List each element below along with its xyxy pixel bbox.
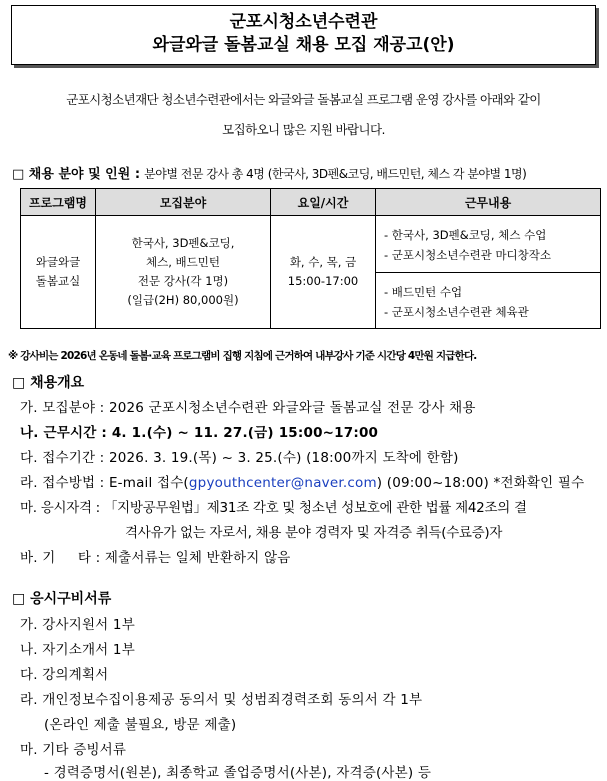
document-item: - 경력증명서(원본), 최종학교 졸업증명서(사본), 자격증(사본) 등 bbox=[44, 765, 432, 781]
document-item: 라. 개인정보수집이용제공 동의서 및 성범죄경력조회 동의서 각 1부 bbox=[20, 692, 423, 708]
field-line: 한국사, 3D펜&코딩, bbox=[131, 236, 235, 250]
recruit-field-label: □ 채용 분야 및 인원 : bbox=[12, 167, 141, 182]
table-row bbox=[21, 216, 601, 329]
overview-key: 나. 근무시간 : bbox=[20, 425, 107, 441]
table-header-row bbox=[21, 189, 601, 216]
program-line: 와글와글 bbox=[35, 255, 81, 269]
overview-item bbox=[20, 496, 527, 516]
schedule-line: 15:00-17:00 bbox=[287, 274, 359, 288]
recruit-table bbox=[20, 188, 601, 329]
table-header: 요일/시간 bbox=[271, 189, 376, 216]
duties-cell bbox=[376, 216, 601, 329]
title-box bbox=[11, 5, 596, 65]
field-cell bbox=[96, 216, 271, 329]
field-line: (일급(2H) 80,000원) bbox=[127, 293, 239, 307]
overview-value: ) (09:00~18:00) *전화확인 필수 bbox=[376, 475, 585, 491]
overview-heading: □ 채용개요 bbox=[12, 375, 85, 391]
overview-key: 다. 접수기간 : bbox=[20, 450, 105, 466]
schedule-line: 화, 수, 목, 금 bbox=[289, 255, 357, 269]
overview-key: 마. 응시자격 : bbox=[20, 500, 100, 516]
document-item: (온라인 제출 불필요, 방문 제출) bbox=[44, 717, 237, 733]
document-item: 나. 자기소개서 1부 bbox=[20, 642, 135, 658]
table-header: 모집분야 bbox=[96, 189, 271, 216]
overview-value: 제출서류는 일체 반환하지 않음 bbox=[104, 550, 291, 566]
overview-value: E-mail 접수( bbox=[108, 475, 189, 491]
overview-value: 2026. 3. 19.(목) ~ 3. 25.(수) (18:00까지 도착에 한함) bbox=[108, 450, 459, 466]
overview-item bbox=[20, 446, 459, 466]
duty-line: - 군포시청소년수련관 마디창작소 bbox=[384, 248, 551, 262]
recruit-field bbox=[12, 163, 526, 182]
recruit-field-text: 분야별 전문 강사 총 4명 (한국사, 3D펜&코딩, 배드민턴, 체스 각 분야별 1명) bbox=[144, 167, 527, 181]
document-item: 가. 강사지원서 1부 bbox=[20, 617, 135, 633]
overview-value-cont: 격사유가 없는 자로서, 채용 분야 경력자 및 자격증 취득(수료증)자 bbox=[125, 525, 503, 541]
pay-note: ※ 강사비는 2026년 온동네 돌봄·교육 프로그램비 집행 지침에 근거하여 내부강사 기준 시간당 4만원 지급한다. bbox=[8, 350, 477, 362]
overview-item bbox=[20, 421, 378, 441]
field-line: 체스, 배드민턴 bbox=[146, 255, 220, 269]
overview-key: 바. 기 타 : bbox=[20, 550, 101, 566]
program-line: 돌봄교실 bbox=[35, 274, 81, 288]
table-header: 근무내용 bbox=[376, 189, 601, 216]
duty-block bbox=[376, 272, 600, 328]
overview-item bbox=[20, 471, 584, 491]
title-line-1: 군포시청소년수련관 bbox=[229, 12, 378, 32]
documents-heading: □ 응시구비서류 bbox=[12, 591, 112, 607]
overview-value: 「지방공무원법」제31조 각호 및 청소년 성보호에 관한 법률 제42조의 결 bbox=[103, 500, 527, 516]
intro-line-1: 군포시청소년재단 청소년수련관에서는 와글와글 돌봄교실 프로그램 운영 강사를 아래와 같이 bbox=[66, 92, 541, 107]
duty-line: - 배드민턴 수업 bbox=[384, 285, 463, 299]
duty-line: - 한국사, 3D펜&코딩, 체스 수업 bbox=[384, 228, 547, 242]
overview-key: 가. 모집분야 : bbox=[20, 400, 105, 416]
table-header: 프로그램명 bbox=[21, 189, 96, 216]
overview-item bbox=[20, 396, 476, 416]
program-cell bbox=[21, 216, 96, 329]
overview-value: 4. 1.(수) ~ 11. 27.(금) 15:00~17:00 bbox=[111, 425, 379, 441]
duty-line: - 군포시청소년수련관 체육관 bbox=[384, 305, 529, 319]
schedule-cell bbox=[271, 216, 376, 329]
intro-line-2: 모집하오니 많은 지원 바랍니다. bbox=[222, 122, 385, 137]
document-item: 다. 강의계획서 bbox=[20, 667, 109, 683]
field-line: 전문 강사(각 1명) bbox=[137, 274, 229, 288]
document-item: 마. 기타 증빙서류 bbox=[20, 742, 127, 758]
title-line-2: 와글와글 돌봄교실 채용 모집 재공고(안) bbox=[152, 35, 455, 55]
email-link[interactable]: gpyouthcenter@naver.com bbox=[188, 475, 377, 491]
overview-key: 라. 접수방법 : bbox=[20, 475, 105, 491]
overview-value: 2026 군포시청소년수련관 와글와글 돌봄교실 전문 강사 채용 bbox=[108, 400, 476, 416]
duty-block bbox=[376, 216, 600, 272]
overview-item bbox=[20, 546, 291, 566]
